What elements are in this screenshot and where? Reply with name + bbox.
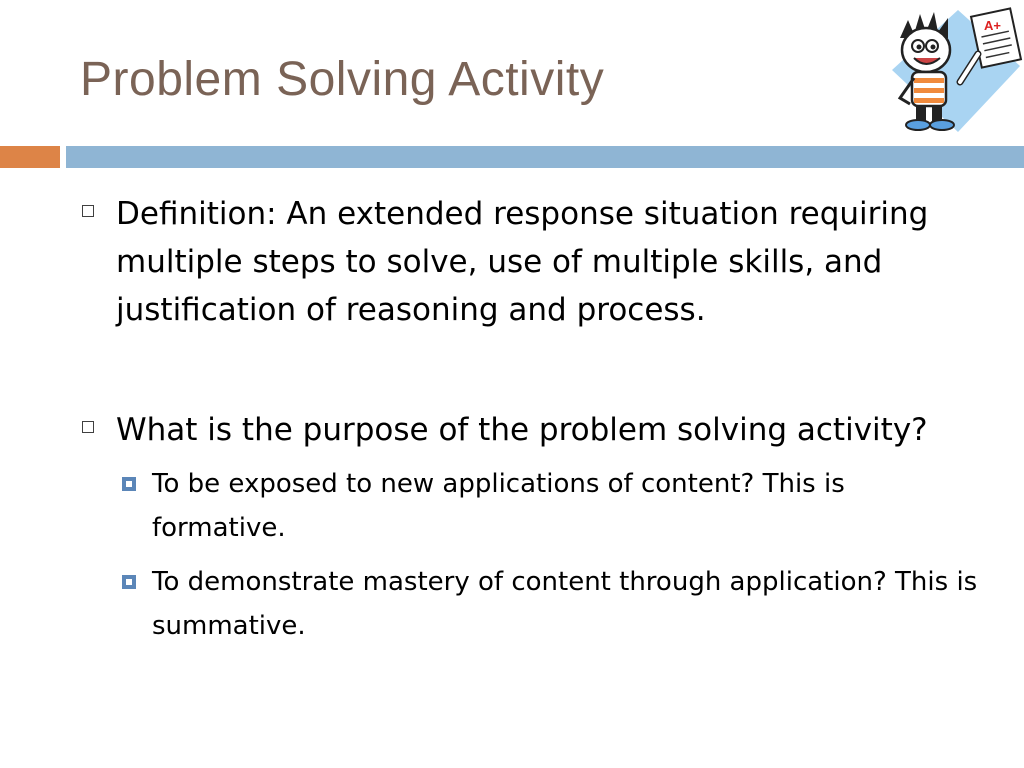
hollow-square-bullet-icon	[82, 205, 94, 217]
filled-square-bullet-icon	[122, 575, 136, 589]
filled-square-bullet-icon	[122, 477, 136, 491]
sub-bullet-text: To demonstrate mastery of content through application? This is summative.	[152, 567, 978, 641]
slide-title: Problem Solving Activity	[80, 53, 605, 106]
hollow-square-bullet-icon	[82, 421, 94, 433]
bullet-text: Definition: An extended response situation requiring multiple steps to solve, use of multiple skills, and justification of reasoning and process.	[116, 196, 929, 328]
sub-bullet-text: To be exposed to new applications of content? This is formative.	[152, 469, 845, 543]
grade-text: A+	[984, 18, 1001, 33]
bullet-text: What is the purpose of the problem solving activity?	[116, 412, 928, 448]
